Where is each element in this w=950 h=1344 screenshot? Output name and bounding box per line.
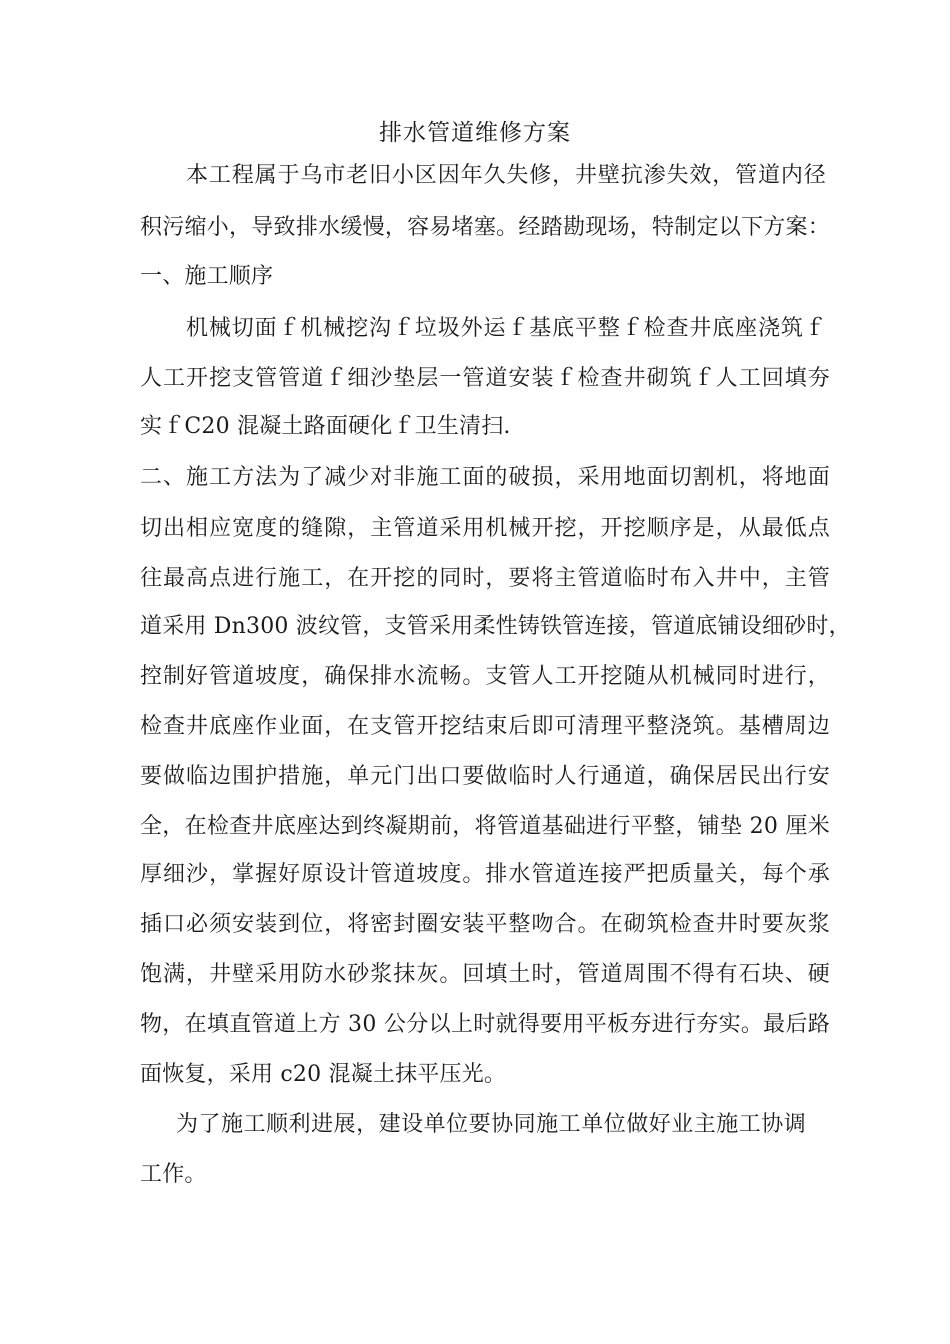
- paragraph-1-line-2: 积污缩小，导致排水缓慢，容易堵塞。经踏勘现场，特制定以下方案：: [140, 215, 831, 240]
- method-line-1: 二、施工方法为了减少对非施工面的破损，采用地面切割机，将地面: [140, 465, 831, 490]
- document-title: 排水管道维修方案: [379, 120, 571, 146]
- method-line-2: 切出相应宽度的缝隙，主管道采用机械开挖，开挖顺序是，从最低点: [140, 516, 831, 541]
- method-line-13: 面恢复，采用 c20 混凝土抹平压光。: [140, 1062, 507, 1087]
- method-line-12: 物，在填直管道上方 30 公分以上时就得要用平板夯进行夯实。最后路: [140, 1012, 831, 1037]
- method-line-3: 往最高点进行施工，在开挖的同时，要将主管道临时布入井中，主管: [140, 566, 831, 591]
- method-line-8: 全，在检查井底座达到终凝期前，将管道基础进行平整，铺垫 20 厘米: [140, 814, 831, 839]
- method-line-6: 检查井底座作业面，在支管开挖结束后即可清理平整浇筑。基槽周边: [140, 714, 831, 739]
- method-line-4: 道采用 Dn300 波纹管，支管采用柔性铸铁管连接，管道底铺设细砂时，: [140, 614, 851, 639]
- paragraph-1-line-1: 本工程属于乌市老旧小区因年久失修，井壁抗渗失效，管道内径: [186, 163, 827, 188]
- section-1-heading: 一、施工顺序: [140, 264, 274, 289]
- sequence-line-1: 机械切面ｆ机械挖沟ｆ垃圾外运ｆ基底平整ｆ检查井底座浇筑ｆ: [186, 316, 827, 341]
- closing-line-1: 为了施工顺利进展，建设单位要协同施工单位做好业主施工协调: [176, 1112, 807, 1137]
- sequence-line-3: 实ｆC20 混凝土路面硬化ｆ卫生清扫.: [140, 414, 511, 439]
- sequence-line-2: 人工开挖支管管道ｆ细沙垫层一管道安装ｆ检查井砌筑ｆ人工回填夯: [140, 366, 831, 391]
- closing-line-2: 工作。: [140, 1162, 207, 1187]
- method-line-7: 要做临边围护措施，单元门出口要做临时人行通道，确保居民出行安: [140, 764, 831, 789]
- method-line-10: 插口必须安装到位，将密封圈安装平整吻合。在砌筑检查井时要灰浆: [140, 912, 831, 937]
- method-line-9: 厚细沙，掌握好原设计管道坡度。排水管道连接严把质量关，每个承: [140, 862, 831, 887]
- method-line-11: 饱满，井壁采用防水砂浆抹灰。回填土时，管道周围不得有石块、硬: [140, 962, 831, 987]
- method-line-5: 控制好管道坡度，确保排水流畅。支管人工开挖随从机械同时进行，: [140, 664, 831, 689]
